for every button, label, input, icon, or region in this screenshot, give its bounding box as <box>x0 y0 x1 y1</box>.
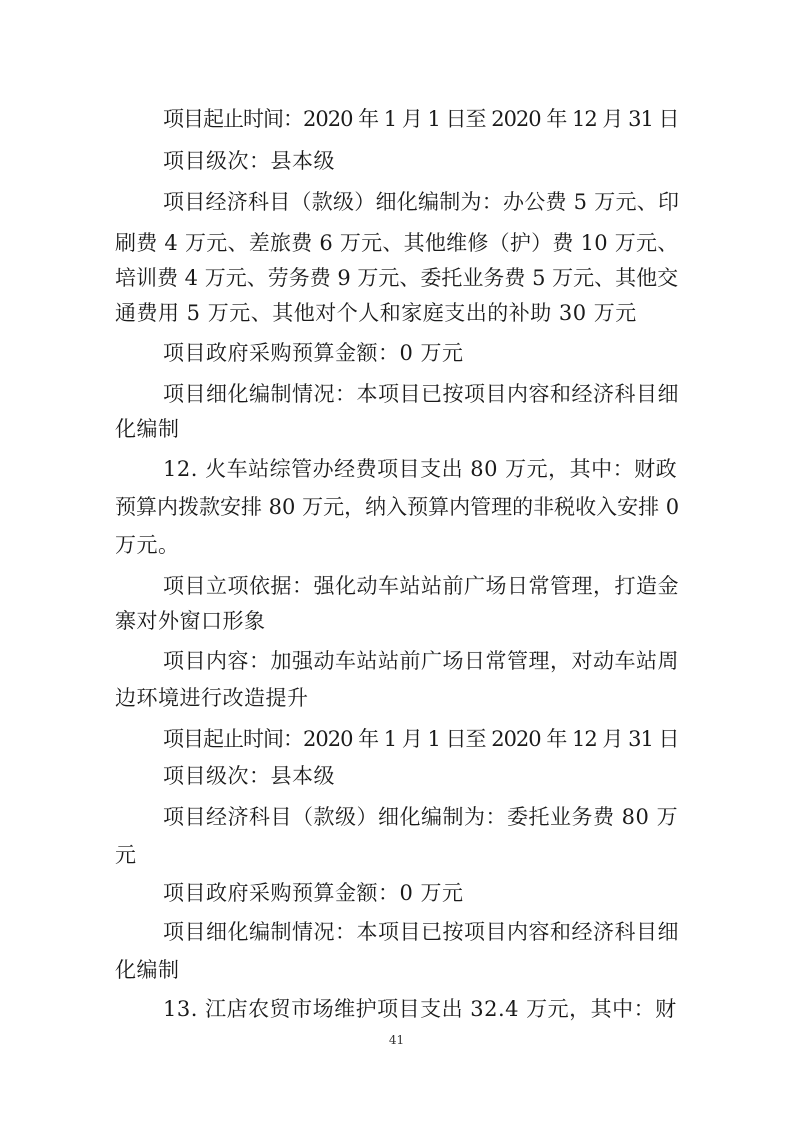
text-line: 通费用 5 万元、其他对个人和家庭支出的补助 30 万元 <box>115 301 637 325</box>
text-line: 项目立项依据：强化动车站站前广场日常管理，打造金 <box>163 574 679 598</box>
page-number: 41 <box>388 1033 405 1047</box>
text-line: 万元。 <box>115 533 180 557</box>
text-line: 刷费 4 万元、差旅费 6 万元、其他维修（护）费 10 万元、 <box>115 231 679 255</box>
text-line: 项目级次：县本级 <box>163 764 335 788</box>
text-line: 项目级次：县本级 <box>163 149 335 173</box>
text-line: 化编制 <box>115 958 180 982</box>
text-line: 培训费 4 万元、劳务费 9 万元、委托业务费 5 万元、其他交 <box>115 266 679 290</box>
text-line: 项目政府采购预算金额：0 万元 <box>163 881 464 905</box>
text-line: 边环境进行改造提升 <box>115 686 309 710</box>
text-line: 项目政府采购预算金额：0 万元 <box>163 341 464 365</box>
text-line: 项目细化编制情况：本项目已按项目内容和经济科目细 <box>163 382 679 406</box>
text-line: 化编制 <box>115 417 180 441</box>
text-line: 项目经济科目（款级）细化编制为：委托业务费 80 万 <box>163 805 679 829</box>
text-line: 寨对外窗口形象 <box>115 609 266 633</box>
text-line: 项目起止时间：2020 年 1 月 1 日至 2020 年 12 月 31 日 <box>163 107 679 131</box>
text-line: 13. 江店农贸市场维护项目支出 32.4 万元，其中：财 <box>163 997 677 1021</box>
text-line: 项目内容：加强动车站站前广场日常管理，对动车站周 <box>163 649 679 673</box>
text-line: 项目细化编制情况：本项目已按项目内容和经济科目细 <box>163 920 679 944</box>
text-line: 项目起止时间：2020 年 1 月 1 日至 2020 年 12 月 31 日 <box>163 727 679 751</box>
text-line: 元 <box>115 843 137 867</box>
text-line: 预算内拨款安排 80 万元，纳入预算内管理的非税收入安排 0 <box>115 495 680 519</box>
text-line: 项目经济科目（款级）细化编制为：办公费 5 万元、印 <box>163 190 680 214</box>
text-line: 12. 火车站综管办经费项目支出 80 万元，其中：财政 <box>163 457 678 481</box>
